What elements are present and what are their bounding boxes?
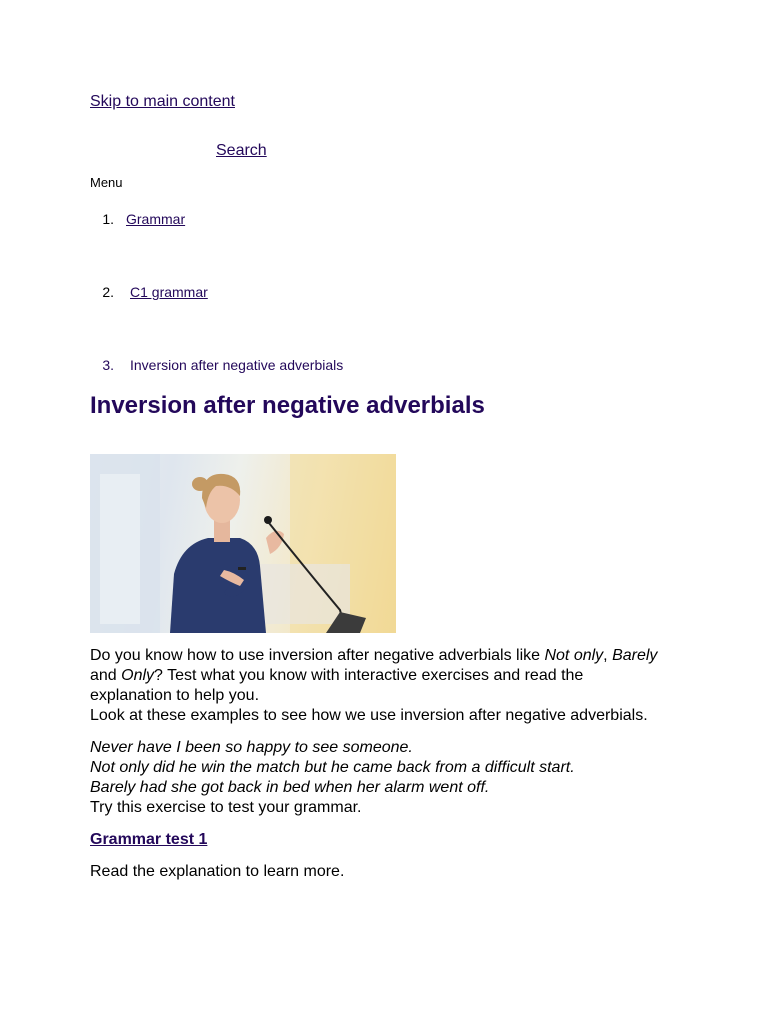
main-content <box>90 646 660 882</box>
intro-text: , <box>603 647 613 664</box>
example-sentence: Not only did he win the match but he came back from a difficult start. <box>90 759 575 776</box>
outro-text: Read the explanation to learn more. <box>90 863 345 880</box>
breadcrumb-item-grammar <box>90 211 185 227</box>
hero-image-speaker <box>90 454 396 633</box>
breadcrumb-number: 1. <box>102 211 114 227</box>
intro-text: and <box>90 667 122 684</box>
intro-text: Do you know how to use inversion after negative adverbials like <box>90 647 545 664</box>
examples-block <box>90 738 660 798</box>
skip-to-main-link[interactable]: Skip to main content <box>90 93 235 110</box>
intro-text: ? Test what you know with interactive exercises and read the explanation to help you. <box>90 667 584 704</box>
intro-term-barely: Barely <box>612 647 658 664</box>
page-title: Inversion after negative adverbials <box>90 392 485 419</box>
breadcrumb-item-current <box>90 357 343 373</box>
breadcrumb-current-page: Inversion after negative adverbials <box>130 357 344 373</box>
breadcrumb-number: 2. <box>102 284 114 300</box>
breadcrumb-item-c1-grammar <box>90 284 208 300</box>
breadcrumb-number: 3. <box>102 357 114 373</box>
breadcrumb-link-c1-grammar[interactable]: C1 grammar <box>130 284 208 300</box>
menu-button[interactable]: Menu <box>90 175 123 190</box>
speaker-illustration <box>90 454 396 633</box>
intro-paragraph <box>90 646 660 726</box>
try-exercise-text: Try this exercise to test your grammar. <box>90 799 362 816</box>
search-link[interactable]: Search <box>216 142 267 159</box>
grammar-test-1-link[interactable]: Grammar test 1 <box>90 831 208 848</box>
intro-term-not-only: Not only <box>544 647 604 664</box>
example-sentence: Barely had she got back in bed when her alarm went off. <box>90 779 490 796</box>
intro-term-only: Only <box>121 667 155 684</box>
breadcrumb-link-grammar[interactable]: Grammar <box>126 211 186 227</box>
example-sentence: Never have I been so happy to see someone. <box>90 739 413 756</box>
intro-examples-lead: Look at these examples to see how we use inversion after negative adverbials. <box>90 707 648 724</box>
